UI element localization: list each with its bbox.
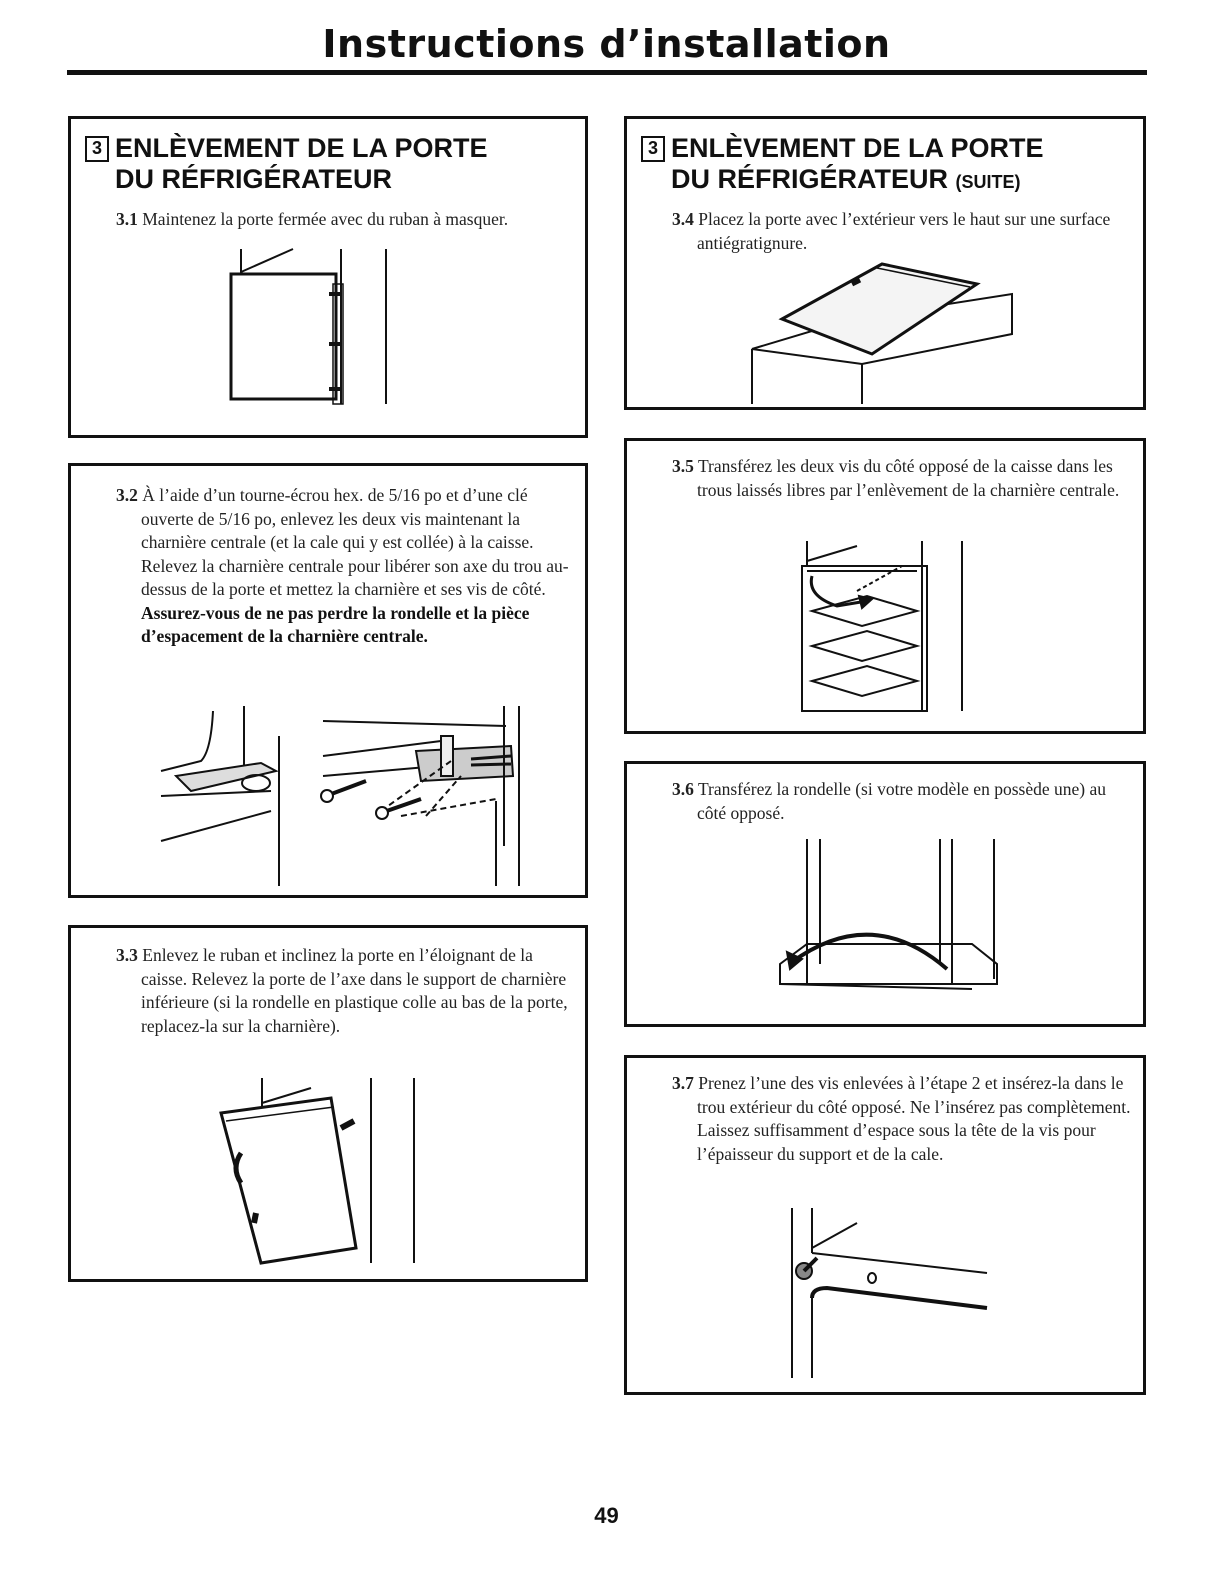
step-paragraph xyxy=(672,1072,1132,1166)
step-3-3 xyxy=(116,944,571,1038)
step-box-3-7 xyxy=(624,1055,1146,1395)
step-3-7 xyxy=(672,1072,1132,1166)
step-paragraph xyxy=(672,208,1142,255)
step-number: 3.2 xyxy=(116,485,138,505)
suite-label: (SUITE) xyxy=(955,172,1021,192)
step-text: À l’aide d’un tourne-écrou hex. de 5/16 po et d’une clé ouverte de 5/16 po, enlevez les deux vis maintenant la charnière centrale (et la cale qui y est collée) à la caisse. Relevez la charnière centrale pour libérer son axe du trou au-dessus de la porte et mettez la charnière et ses vis de côté. xyxy=(141,485,569,599)
section-number: 3 xyxy=(641,136,665,162)
step-paragraph xyxy=(672,455,1132,502)
step-text: Enlevez le ruban et inclinez la porte en l’éloignant de la caisse. Relevez la porte de l’axe dans le support de charnière inférieure (si la rondelle en plastique colle au bas de la porte, replacez-la sur la charnière). xyxy=(141,945,568,1036)
section-heading-line1: ENLÈVEMENT DE LA PORTE xyxy=(671,133,1044,163)
section-heading xyxy=(85,133,488,195)
section-number: 3 xyxy=(85,136,109,162)
step-number: 3.5 xyxy=(672,456,694,476)
section-heading-continued xyxy=(641,133,1044,198)
screw-insert-illustration xyxy=(782,1203,997,1388)
door-tilt-illustration xyxy=(216,1073,426,1273)
step-box-3-2 xyxy=(68,463,588,898)
section-box-right xyxy=(624,116,1146,410)
screw-transfer-illustration xyxy=(777,536,977,721)
step-paragraph xyxy=(116,944,571,1038)
step-warning: Assurez-vous de ne pas perdre la rondelle et la pièce d’espacement de la charnière centrale. xyxy=(141,602,530,646)
step-text: Prenez l’une des vis enlevées à l’étape 2 et insérez-la dans le trou extérieur du côté opposé. Ne l’insérez pas complètement. Laissez suffisamment d’espace sous la tête de la vis pour l’épaisseur du support et de la cale. xyxy=(697,1073,1131,1164)
section-box-left xyxy=(68,116,588,438)
step-text: Placez la porte avec l’extérieur vers le haut sur une surface antiégratignure. xyxy=(697,209,1111,253)
step-paragraph xyxy=(672,778,1132,825)
step-number: 3.6 xyxy=(672,779,694,799)
step-number: 3.7 xyxy=(672,1073,694,1093)
step-number: 3.1 xyxy=(116,209,138,229)
step-3-6 xyxy=(672,778,1132,825)
section-heading-line2: DU RÉFRIGÉRATEUR xyxy=(115,164,393,194)
page-number: 49 xyxy=(594,1503,619,1528)
section-heading-line1: ENLÈVEMENT DE LA PORTE xyxy=(115,133,488,163)
door-on-surface-illustration xyxy=(742,254,1032,409)
center-hinge-removal-illustration xyxy=(151,701,541,891)
step-3-1 xyxy=(116,208,586,232)
step-box-3-6 xyxy=(624,761,1146,1027)
step-3-4 xyxy=(672,208,1142,255)
step-text: Transférez la rondelle (si votre modèle en possède une) au côté opposé. xyxy=(697,779,1106,823)
step-text: Transférez les deux vis du côté opposé de la caisse dans les trous laissés libres par l’enlèvement de la charnière centrale. xyxy=(697,456,1120,500)
step-text: Maintenez la porte fermée avec du ruban à masquer. xyxy=(142,209,509,229)
step-number: 3.3 xyxy=(116,945,138,965)
door-taped-illustration xyxy=(221,244,461,429)
step-3-2 xyxy=(116,484,571,649)
step-number: 3.4 xyxy=(672,209,694,229)
step-paragraph xyxy=(116,484,571,649)
step-3-5 xyxy=(672,455,1132,502)
washer-transfer-illustration xyxy=(772,834,1007,1014)
section-heading-line2: DU RÉFRIGÉRATEUR xyxy=(671,164,949,194)
step-box-3-3 xyxy=(68,925,588,1282)
step-box-3-5 xyxy=(624,438,1146,734)
page-title: Instructions d’installation xyxy=(322,22,891,66)
title-rule xyxy=(67,70,1147,75)
